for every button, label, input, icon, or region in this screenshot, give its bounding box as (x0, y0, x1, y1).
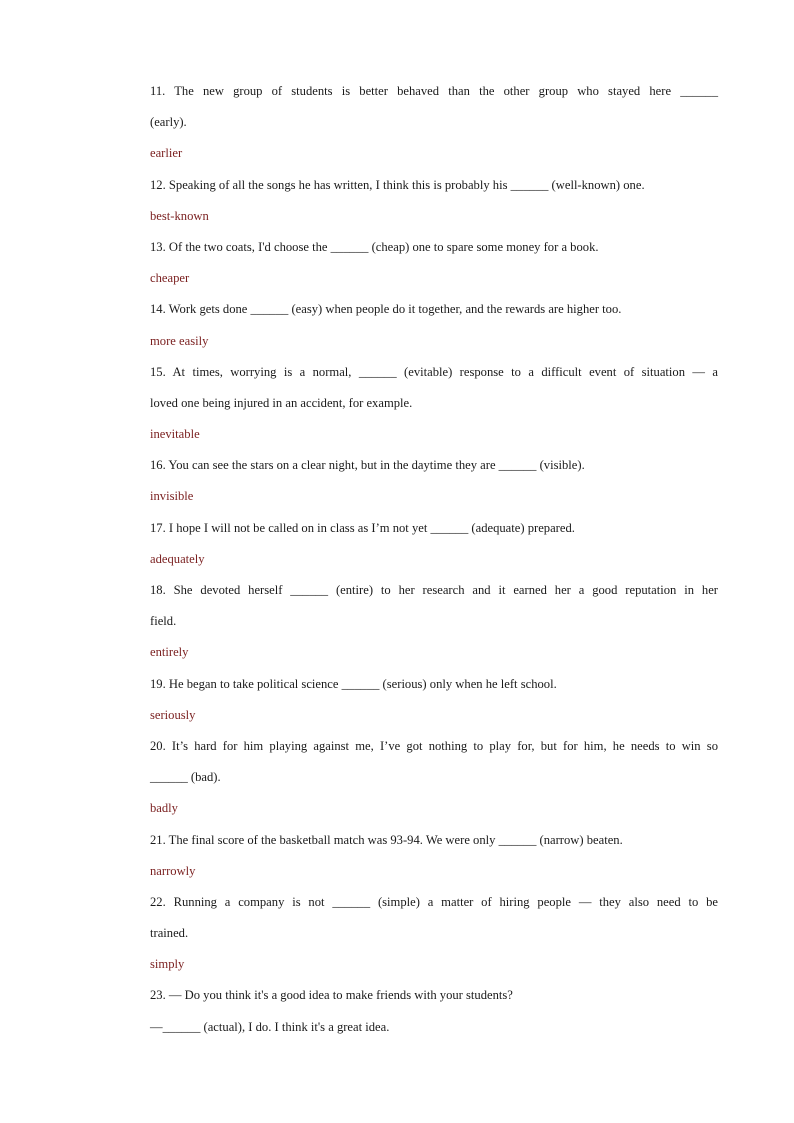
question-item (150, 887, 718, 981)
question-item (150, 294, 718, 356)
question-item (150, 170, 718, 232)
answer-text: adequately (150, 551, 205, 566)
question-text: 17. I hope I will not be called on in class as I’m not yet ______ (adequate) prepared. (150, 520, 575, 535)
question-text: 14. Work gets done ______ (easy) when people do it together, and the rewards are higher too. (150, 302, 622, 317)
question-item (150, 450, 718, 512)
answer-text: inevitable (150, 427, 200, 442)
question-text: 22. Running a company is not ______ (simple) a matter of hiring people — they also need to be (150, 894, 718, 909)
question-text: 13. Of the two coats, I'd choose the ______ (cheap) one to spare some money for a book. (150, 239, 599, 254)
answer-text: badly (150, 801, 178, 816)
question-text: 15. At times, worrying is a normal, ______ (evitable) response to a difficult event of situation — a (150, 364, 718, 379)
document-page (150, 76, 718, 1043)
answer-text: more easily (150, 333, 209, 348)
question-item (150, 513, 718, 575)
question-text: 16. You can see the stars on a clear night, but in the daytime they are ______ (visible). (150, 458, 585, 473)
answer-text: earlier (150, 146, 183, 161)
question-text: 11. The new group of students is better behaved than the other group who stayed here ______ (150, 84, 718, 98)
question-text: 20. It’s hard for him playing against me, I’ve got nothing to play for, but for him, he needs to win so (150, 738, 718, 753)
question-item (150, 731, 718, 825)
question-item (150, 669, 718, 731)
question-text: 21. The final score of the basketball match was 93-94. We were only ______ (narrow) beaten. (150, 832, 623, 847)
question-item (150, 575, 718, 669)
question-item (150, 357, 718, 451)
question-text: —______ (actual), I do. I think it's a great idea. (150, 1019, 390, 1034)
question-text: 18. She devoted herself ______ (entire) to her research and it earned her a good reputation in her (150, 583, 718, 597)
answer-text: cheaper (150, 271, 190, 286)
question-text: field. (150, 614, 177, 629)
question-text: trained. (150, 926, 189, 941)
answer-text: best-known (150, 208, 209, 223)
answer-text: invisible (150, 489, 194, 504)
question-text: 12. Speaking of all the songs he has written, I think this is probably his ______ (well-known) one. (150, 177, 645, 192)
question-text: ______ (bad). (150, 770, 221, 785)
answer-text: narrowly (150, 863, 196, 878)
question-text: 19. He began to take political science ______ (serious) only when he left school. (150, 676, 557, 691)
question-text: (early). (150, 115, 187, 130)
question-text: loved one being injured in an accident, for example. (150, 395, 413, 410)
answer-text: entirely (150, 645, 189, 660)
question-item (150, 825, 718, 887)
question-text: 23. — Do you think it's a good idea to make friends with your students? (150, 988, 513, 1003)
question-item (150, 232, 718, 294)
question-item (150, 76, 718, 170)
answer-text: seriously (150, 707, 196, 722)
question-item (150, 980, 718, 1042)
answer-text: simply (150, 957, 185, 972)
